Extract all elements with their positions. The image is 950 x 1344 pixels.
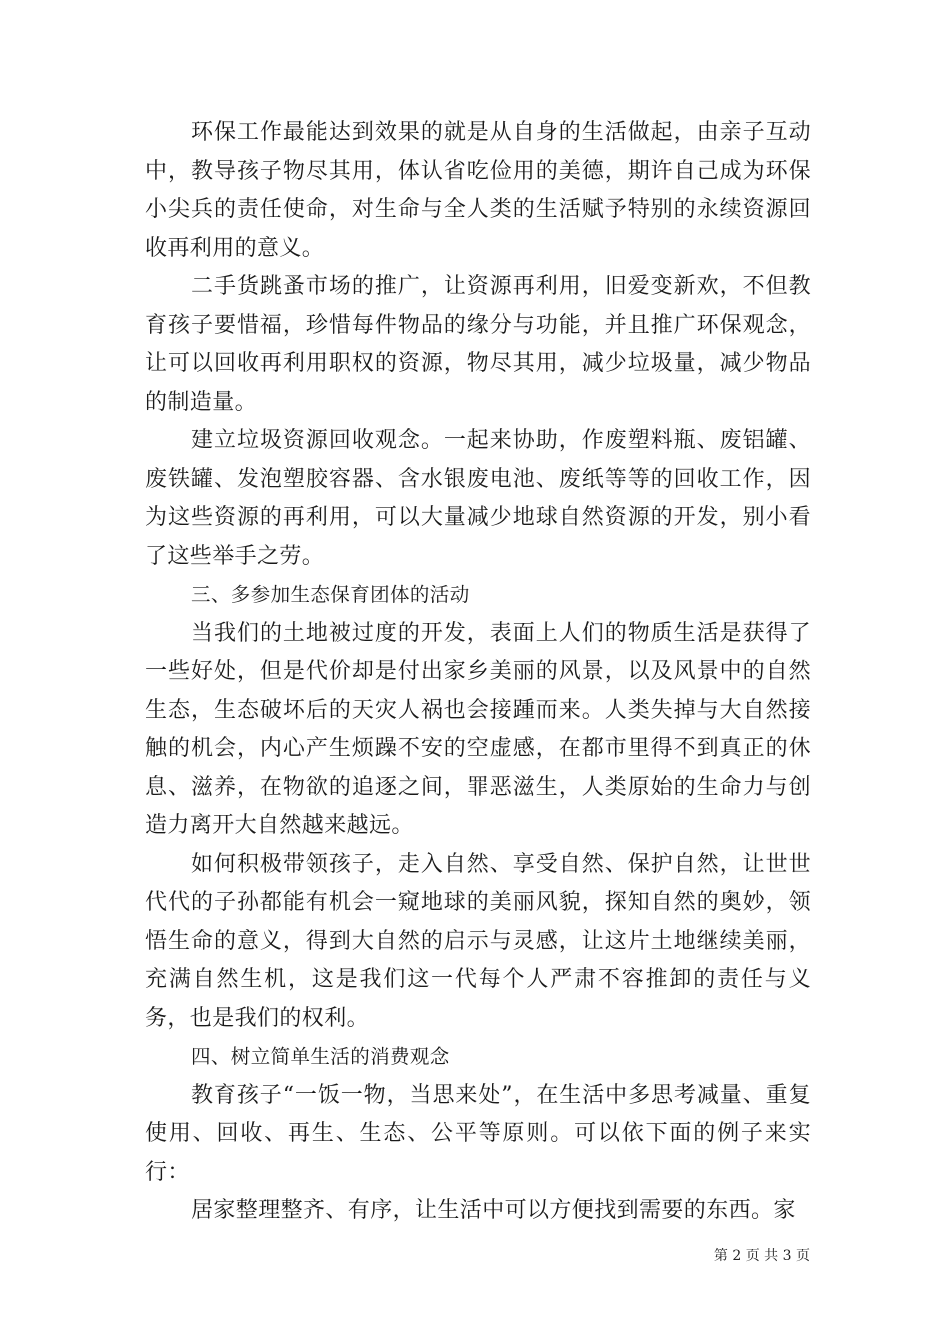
paragraph-2: 二手货跳蚤市场的推广，让资源再利用，旧爱变新欢，不但教育孩子要惜福，珍惜每件物品的缘分与功能，并且推广环保观念，让可以回收再利用职权的资源，物尽其用，减少垃圾量，减少物品的制造量。 (145, 274, 811, 415)
paragraph-1: 环保工作最能达到效果的就是从自身的生活做起，由亲子互动中，教导孩子物尽其用，体认省吃俭用的美德，期许自己成为环保小尖兵的责任使命，对生命与全人类的生活赋予特别的永续资源回收再利用的意义。 (145, 120, 811, 261)
page-number-footer: 第 2 页 共 3 页 (713, 1248, 810, 1264)
paragraph-3: 建立垃圾资源回收观念。一起来协助，作废塑料瓶、废铝罐、废铁罐、发泡塑胶容器、含水银废电池、废纸等等的回收工作，因为这些资源的再利用，可以大量减少地球自然资源的开发，别小看了这些举手之劳。 (145, 428, 811, 569)
paragraph-4: 当我们的土地被过度的开发，表面上人们的物质生活是获得了一些好处，但是代价却是付出家乡美丽的风景，以及风景中的自然生态，生态破坏后的天灾人祸也会接踵而来。人类失掉与大自然接触的机会，内心产生烦躁不安的空虚感，在都市里得不到真正的休息、滋养，在物欲的追逐之间，罪恶滋生，人类原始的生命力与创造力离开大自然越来越远。 (145, 620, 811, 838)
section-heading-4: 四、树立简单生活的消费观念 (191, 1045, 450, 1068)
paragraph-6: 教育孩子“一饭一物，当思来处”，在生活中多思考减量、重复使用、回收、再生、生态、公平等原则。可以依下面的例子来实行： (145, 1082, 811, 1185)
paragraph-5: 如何积极带领孩子，走入自然、享受自然、保护自然，让世世代代的子孙都能有机会一窥地球的美丽风貌，探知自然的奥妙，领悟生命的意义，得到大自然的启示与灵感，让这片土地继续美丽，充满自然生机，这是我们这一代每个人严肃不容推卸的责任与义务，也是我们的权利。 (145, 851, 811, 1031)
section-heading-3: 三、多参加生态保育团体的活动 (191, 583, 470, 606)
paragraph-7: 居家整理整齐、有序，让生活中可以方便找到需要的东西。家 (191, 1198, 796, 1223)
document-body (145, 114, 811, 1231)
